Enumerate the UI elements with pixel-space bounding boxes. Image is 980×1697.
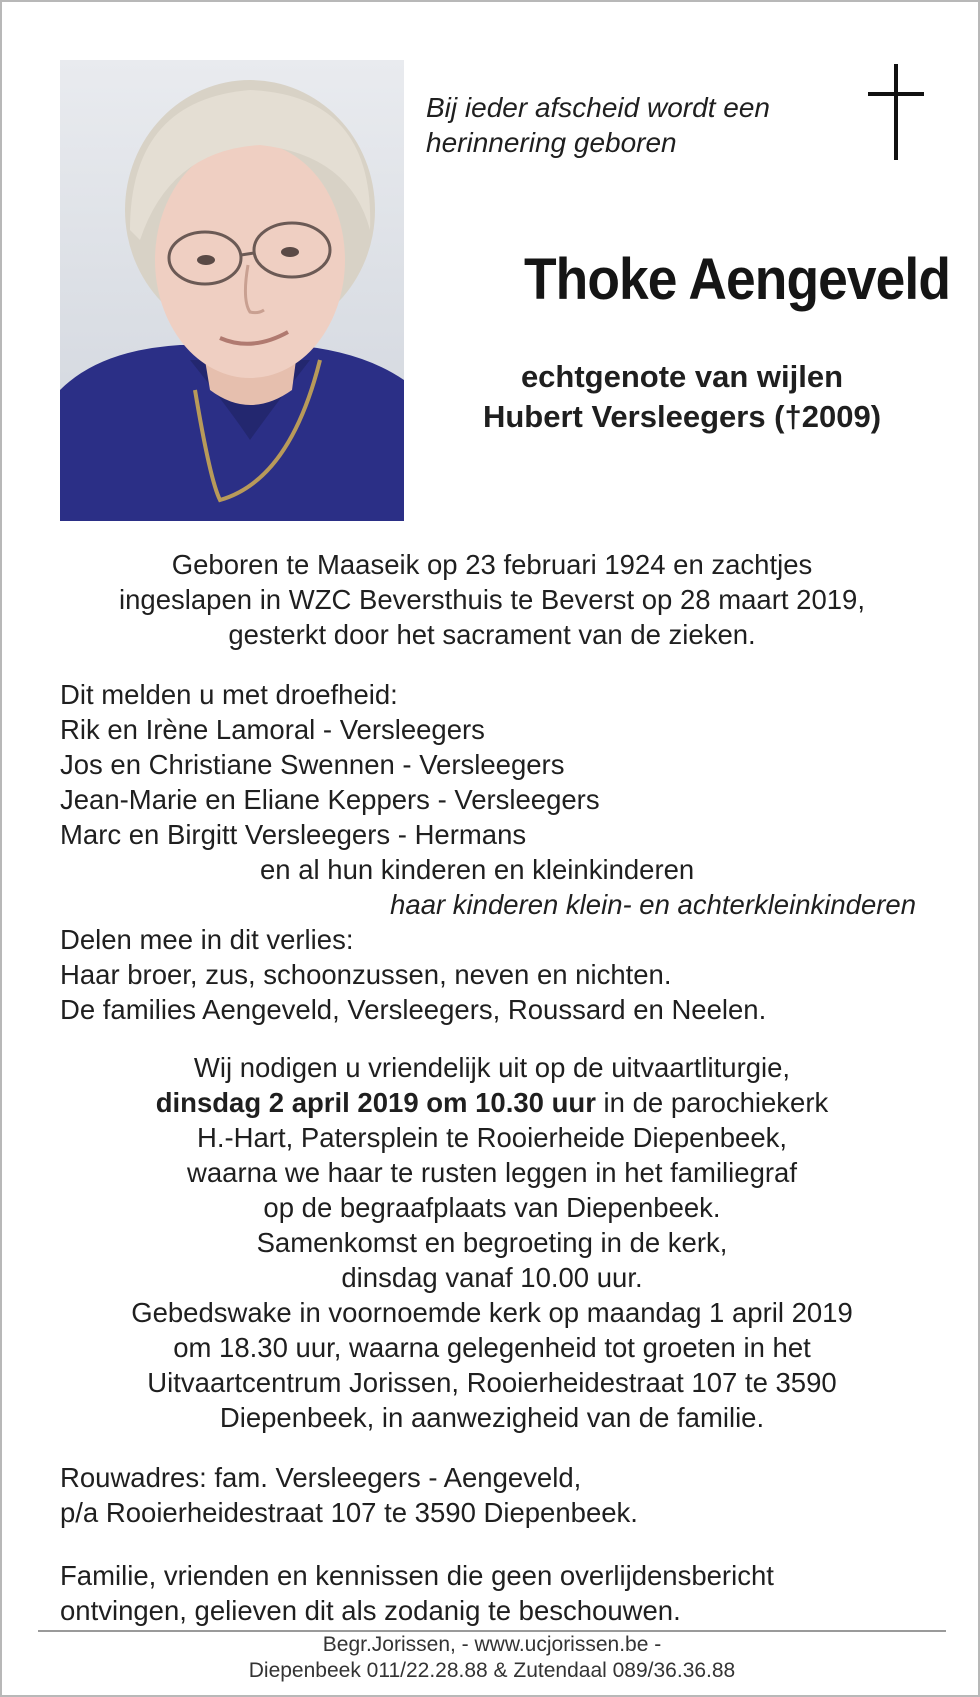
service-date-line <box>42 1085 942 1120</box>
deceased-name: Thoke Aengeveld <box>523 247 950 312</box>
portrait-photo <box>60 60 404 521</box>
mourning-address <box>60 1460 940 1530</box>
birth-death-text <box>42 547 942 652</box>
birth-line: ingeslapen in WZC Beversthuis te Beverst op 28 maart 2019, <box>119 584 865 615</box>
service-date: dinsdag 2 april 2019 om 10.30 uur <box>155 1087 596 1118</box>
portrait-illustration <box>60 60 404 521</box>
address-line: p/a Rooierheidestraat 107 te 3590 Diepenbeek. <box>60 1497 638 1528</box>
notice-text <box>60 1558 940 1628</box>
service-block <box>42 1050 942 1435</box>
spouse-info <box>422 357 942 437</box>
birth-line: Geboren te Maaseik op 23 februari 1924 en zachtjes <box>171 549 813 580</box>
share-intro: Delen mee in dit verlies: <box>60 924 354 955</box>
grandchildren-line: en al hun kinderen en kleinkinderen <box>260 854 695 885</box>
motto-line: Bij ieder afscheid wordt een <box>426 92 770 123</box>
spouse-line: Hubert Versleegers (†2009) <box>482 399 882 434</box>
family-line: Jean-Marie en Eliane Keppers - Versleegers <box>60 784 600 815</box>
share-line: De families Aengeveld, Versleegers, Roussard en Neelen. <box>60 994 767 1025</box>
motto-line: herinnering geboren <box>426 127 677 158</box>
motto <box>426 90 846 160</box>
service-line: Samenkomst en begroeting in de kerk, <box>256 1227 728 1258</box>
announce-intro: Dit melden u met droefheid: <box>60 679 398 710</box>
service-line: waarna we haar te rusten leggen in het familiegraf <box>187 1157 797 1188</box>
announcement-block <box>60 677 940 1027</box>
notice-line: ontvingen, gelieven dit als zodanig te beschouwen. <box>60 1595 681 1626</box>
service-line: dinsdag vanaf 10.00 uur. <box>341 1262 643 1293</box>
service-location: in de parochiekerk <box>595 1087 829 1118</box>
birth-line: gesterkt door het sacrament van de zieken. <box>228 619 756 650</box>
footer-line: Diepenbeek 011/22.28.88 & Zutendaal 089/36.36.88 <box>248 1659 736 1682</box>
cross-icon <box>868 64 924 160</box>
family-line: Marc en Birgitt Versleegers - Hermans <box>60 819 527 850</box>
service-line: Diepenbeek, in aanwezigheid van de familie. <box>219 1402 765 1433</box>
service-line: H.-Hart, Patersplein te Rooierheide Diepenbeek, <box>196 1122 788 1153</box>
service-line: Wij nodigen u vriendelijk uit op de uitvaartliturgie, <box>193 1052 791 1083</box>
service-line: Uitvaartcentrum Jorissen, Rooierheidestraat 107 te 3590 <box>147 1367 837 1398</box>
great-grandchildren-line: haar kinderen klein- en achterkleinkinderen <box>390 889 916 920</box>
funeral-home-footer <box>42 1632 942 1684</box>
footer-line: Begr.Jorissen, - www.ucjorissen.be - <box>322 1633 662 1656</box>
service-line: om 18.30 uur, waarna gelegenheid tot groeten in het <box>173 1332 811 1363</box>
address-line: Rouwadres: fam. Versleegers - Aengeveld, <box>60 1462 582 1493</box>
share-line: Haar broer, zus, schoonzussen, neven en nichten. <box>60 959 672 990</box>
service-line: op de begraafplaats van Diepenbeek. <box>263 1192 721 1223</box>
service-line: Gebedswake in voornoemde kerk op maandag 1 april 2019 <box>131 1297 853 1328</box>
family-line: Rik en Irène Lamoral - Versleegers <box>60 714 485 745</box>
spouse-line: echtgenote van wijlen <box>520 359 844 394</box>
family-line: Jos en Christiane Swennen - Versleegers <box>60 749 565 780</box>
notice-line: Familie, vrienden en kennissen die geen overlijdensbericht <box>60 1560 774 1591</box>
